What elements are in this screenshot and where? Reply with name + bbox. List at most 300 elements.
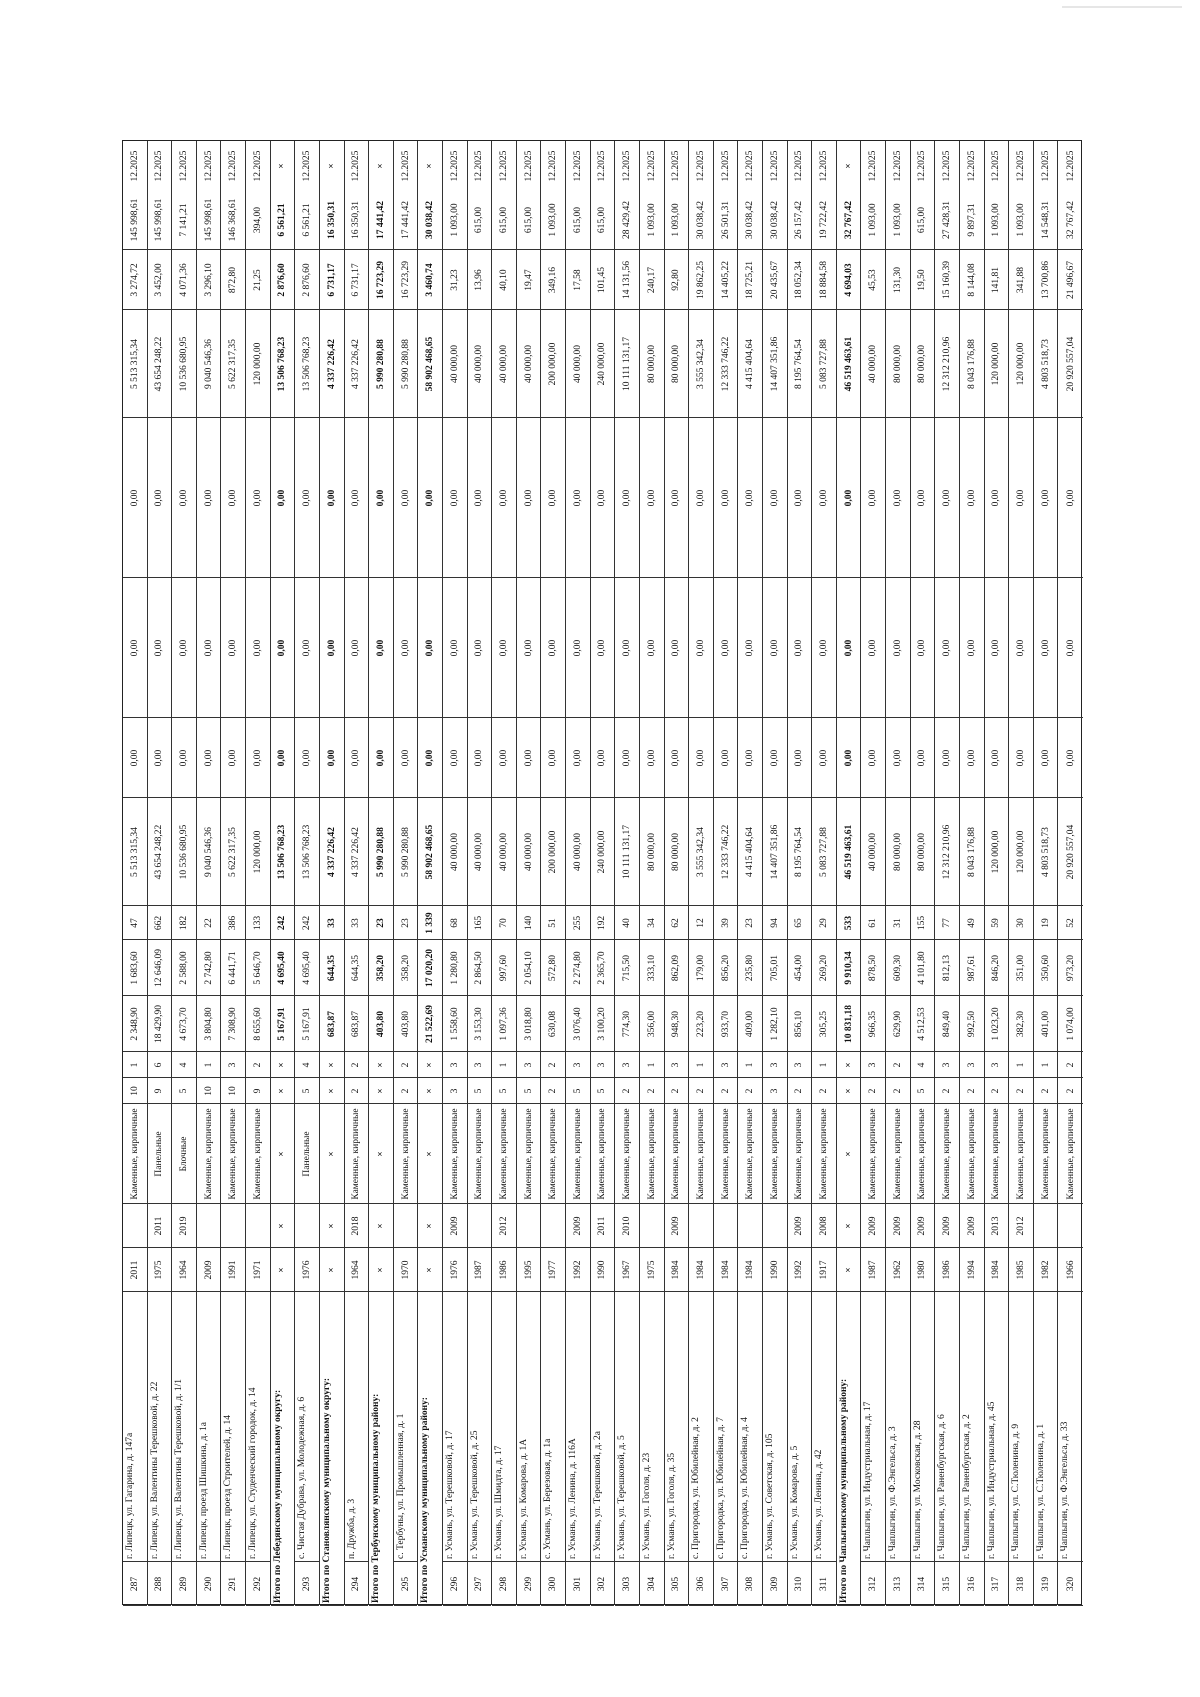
table-cell (148, 250, 172, 310)
table-cell (443, 1052, 467, 1078)
table-cell (665, 1052, 689, 1078)
cell-text: 0,00 (597, 639, 608, 656)
table-cell (517, 1204, 541, 1248)
cell-text: 30 038,42 (769, 200, 780, 239)
cell-text: 1984 (671, 1260, 682, 1279)
cell-text: 3 804,80 (203, 1006, 214, 1041)
table-cell (418, 1292, 442, 1606)
cell-text: 40 000,00 (449, 832, 460, 871)
cell-text: 2 (966, 1088, 977, 1093)
table-cell (886, 578, 910, 718)
scan-edge-mark (1062, 6, 1182, 8)
cell-text: 8 655,60 (252, 1006, 263, 1041)
table-row (197, 141, 222, 1604)
cell-text: 644,35 (326, 954, 337, 981)
cell-text: 17 441,42 (400, 200, 411, 239)
table-cell (689, 940, 713, 996)
table-cell (689, 418, 713, 578)
cell-text: 1991 (228, 1260, 239, 1279)
cell-text: 3 555 342,34 (695, 826, 706, 877)
cell-text: 1975 (154, 1260, 165, 1279)
table-cell (246, 190, 270, 250)
table-cell (911, 190, 935, 250)
table-cell (345, 906, 369, 940)
cell-text: 0,00 (203, 749, 214, 766)
cell-text: 2009 (942, 1216, 953, 1235)
cell-text: 705,01 (769, 954, 780, 981)
cell-text: 306 (695, 1576, 706, 1591)
table-cell (960, 141, 984, 190)
table-cell (615, 996, 639, 1052)
cell-text: 40 000,00 (523, 344, 534, 383)
cell-text: × (277, 1061, 288, 1068)
table-cell (320, 940, 344, 996)
table-cell (591, 310, 615, 418)
table-cell (418, 1052, 442, 1078)
table-cell (418, 250, 442, 310)
cell-text: 165 (474, 915, 485, 930)
cell-text: × (843, 1150, 854, 1157)
cell-text: 683,87 (351, 1010, 362, 1037)
cell-text: 12.2025 (991, 150, 1002, 181)
table-cell (1034, 1292, 1058, 1562)
cell-text: 4 101,80 (917, 950, 928, 985)
cell-text: Каменные, кирпичные (942, 1107, 953, 1200)
cell-text: 18 429,90 (154, 1004, 165, 1043)
cell-text: 0,00 (179, 749, 190, 766)
cell-text: 0,00 (769, 489, 780, 506)
table-cell (418, 1204, 442, 1248)
cell-text: 10 111 131,17 (622, 336, 633, 391)
table-cell (640, 1204, 664, 1248)
table-cell (418, 1248, 442, 1292)
table-cell (295, 190, 319, 250)
cell-text: 101,45 (597, 266, 608, 293)
cell-text: 30 038,42 (745, 200, 756, 239)
cell-text: 3 (720, 1062, 731, 1067)
table-cell (221, 996, 245, 1052)
cell-text: 0,00 (1040, 639, 1051, 656)
table-cell (148, 1562, 172, 1606)
table-cell (123, 1292, 147, 1562)
cell-text: × (277, 1087, 288, 1094)
table-cell (763, 1562, 787, 1606)
cell-text: п. Дружба, д. 3 (346, 1498, 357, 1559)
cell-text: 7 308,90 (228, 1006, 239, 1041)
cell-text: 2 054,10 (523, 950, 534, 985)
cell-text: × (326, 162, 337, 169)
table-row (345, 141, 370, 1604)
cell-text: 17 441,42 (375, 200, 386, 239)
table-cell (443, 718, 467, 798)
cell-text: 0,00 (794, 749, 805, 766)
cell-text: 12.2025 (597, 150, 608, 181)
cell-text: 59 (991, 917, 1002, 928)
cell-text: 1 (203, 1062, 214, 1067)
table-cell (541, 418, 565, 578)
table-cell (320, 418, 344, 578)
cell-text: 1986 (942, 1260, 953, 1279)
cell-text: 1964 (351, 1260, 362, 1279)
cell-text: × (277, 1150, 288, 1157)
cell-text: с. Пригородка, ул. Юбилейная, д. 7 (715, 1417, 726, 1559)
table-cell (788, 996, 812, 1052)
cell-text: г. Усмань, ул. Ленина, д. 116А (568, 1438, 579, 1559)
cell-text: 4 803 518,73 (1040, 826, 1051, 877)
cell-text: 120 000,00 (1015, 830, 1026, 873)
cell-text: 1984 (695, 1260, 706, 1279)
cell-text: 12.2025 (154, 150, 165, 181)
table-cell (689, 996, 713, 1052)
cell-text: × (326, 1061, 337, 1068)
table-cell (886, 1052, 910, 1078)
cell-text: 0,00 (400, 639, 411, 656)
table-cell (812, 798, 836, 906)
table-cell (615, 1292, 639, 1562)
table-cell (689, 718, 713, 798)
cell-text: 320 (1065, 1576, 1076, 1591)
table-cell (148, 718, 172, 798)
table-cell (861, 418, 885, 578)
cell-text: 2 (892, 1062, 903, 1067)
table-cell (911, 250, 935, 310)
cell-text: 0,00 (1015, 489, 1026, 506)
table-cell (172, 190, 196, 250)
table-cell (197, 1248, 221, 1292)
cell-text: 572,80 (548, 954, 559, 981)
table-cell (369, 250, 393, 310)
table-cell (812, 141, 836, 190)
cell-text: 2 (400, 1088, 411, 1093)
table-cell (812, 578, 836, 718)
table-cell (935, 141, 959, 190)
cell-text: 30 038,42 (425, 200, 436, 239)
cell-text: 19,50 (917, 268, 928, 291)
table-cell (763, 578, 787, 718)
cell-text: 2 (622, 1088, 633, 1093)
cell-text: 291 (228, 1576, 239, 1591)
table-cell (812, 1104, 836, 1204)
cell-text: 1 093,00 (1015, 202, 1026, 237)
table-cell (320, 250, 344, 310)
cell-text: 12 (695, 917, 706, 928)
table-cell (295, 250, 319, 310)
table-cell (517, 1292, 541, 1562)
table-cell (640, 1052, 664, 1078)
table-cell (689, 1104, 713, 1204)
table-cell (640, 906, 664, 940)
table-cell (468, 1204, 492, 1248)
table-cell (246, 250, 270, 310)
cell-text: × (277, 1222, 288, 1229)
table-cell (566, 1052, 590, 1078)
cell-text: 80 000,00 (646, 832, 657, 871)
cell-text: 0,00 (769, 749, 780, 766)
table-cell (566, 1078, 590, 1104)
cell-text: Каменные, кирпичные (769, 1107, 780, 1200)
table-cell (837, 418, 861, 578)
cell-text: 3 (228, 1062, 239, 1067)
table-cell (911, 718, 935, 798)
cell-text: 16 350,31 (326, 200, 337, 239)
table-cell (443, 418, 467, 578)
table-cell (517, 996, 541, 1052)
table-cell (591, 1204, 615, 1248)
table-cell (517, 310, 541, 418)
cell-text: 3 296,10 (203, 262, 214, 297)
table-cell (689, 250, 713, 310)
table-cell (271, 996, 295, 1052)
table-cell (812, 1204, 836, 1248)
cell-text: 9 910,34 (843, 950, 854, 985)
cell-text: 0,00 (449, 749, 460, 766)
table-cell (197, 310, 221, 418)
table-cell (763, 940, 787, 996)
table-cell (788, 940, 812, 996)
cell-text: 0,00 (966, 639, 977, 656)
table-cell (837, 996, 861, 1052)
cell-text: 31 (892, 917, 903, 928)
cell-text: 3 (622, 1062, 633, 1067)
cell-text: 49 (966, 917, 977, 928)
cell-text: с. Пригородка, ул. Юбилейная, д. 2 (691, 1417, 702, 1559)
cell-text: 133 (252, 915, 263, 930)
table-cell (394, 798, 418, 906)
cell-text: 12.2025 (1040, 150, 1051, 181)
cell-text: 297 (474, 1576, 485, 1591)
table-cell (1009, 718, 1033, 798)
cell-text: 10 536 680,95 (179, 336, 190, 391)
cell-text: 2011 (597, 1216, 608, 1235)
table-cell (714, 1292, 738, 1562)
table-cell (172, 906, 196, 940)
table-cell (935, 1562, 959, 1606)
cell-text: 192 (597, 915, 608, 930)
table-row (1034, 141, 1059, 1604)
table-cell (1034, 1052, 1058, 1078)
table-cell (541, 578, 565, 718)
cell-text: Панельные (154, 1130, 165, 1177)
table-cell (394, 1052, 418, 1078)
table-cell (1034, 418, 1058, 578)
cell-text: 0,00 (720, 639, 731, 656)
cell-text: 862,09 (671, 954, 682, 981)
table-cell (886, 250, 910, 310)
table-cell (911, 940, 935, 996)
cell-text: 3 452,00 (154, 262, 165, 297)
cell-text: 0,00 (548, 639, 559, 656)
table-cell (985, 996, 1009, 1052)
table-cell (714, 718, 738, 798)
cell-text: 18 725,21 (745, 260, 756, 299)
cell-text: 309 (769, 1576, 780, 1591)
cell-text: 0,00 (277, 639, 288, 656)
cell-text: 21 496,67 (1065, 260, 1076, 299)
table-cell (345, 1078, 369, 1104)
table-cell (812, 996, 836, 1052)
cell-text: × (277, 1266, 288, 1273)
table-cell (172, 141, 196, 190)
cell-text: 2012 (1015, 1216, 1026, 1235)
cell-text: 1977 (548, 1260, 559, 1279)
cell-text: 3 (942, 1062, 953, 1067)
table-cell (221, 718, 245, 798)
cell-text: 23 (375, 917, 386, 928)
table-cell (394, 190, 418, 250)
table-cell (271, 718, 295, 798)
cell-text: с. Чистая Дубрава, ул. Молодежная, д. 6 (297, 1396, 308, 1559)
table-cell (517, 906, 541, 940)
table-cell (517, 190, 541, 250)
table-cell (615, 250, 639, 310)
table-cell (566, 1562, 590, 1606)
cell-text: 948,30 (671, 1010, 682, 1037)
table-cell (345, 141, 369, 190)
cell-text: 1962 (892, 1260, 903, 1279)
table-cell (640, 718, 664, 798)
cell-text: 13 506 768,23 (277, 824, 288, 879)
cell-text: 1986 (499, 1260, 510, 1279)
cell-text: 21,25 (252, 268, 263, 291)
table-cell (1058, 418, 1083, 578)
cell-text: 0,00 (326, 749, 337, 766)
table-cell (566, 1248, 590, 1292)
table-cell (1058, 940, 1083, 996)
table-cell (172, 578, 196, 718)
table-cell (369, 1104, 393, 1204)
cell-text: 5 167,91 (277, 1006, 288, 1041)
cell-text: 17 020,20 (425, 948, 436, 987)
table-cell (911, 1248, 935, 1292)
cell-text: 288 (154, 1576, 165, 1591)
cell-text: 12.2025 (819, 150, 830, 181)
cell-text: 2 588,00 (179, 950, 190, 985)
table-cell (394, 940, 418, 996)
table-cell (541, 1052, 565, 1078)
cell-text: 0,00 (966, 749, 977, 766)
cell-text: 1 280,80 (449, 950, 460, 985)
table-cell (665, 996, 689, 1052)
table-cell (985, 1248, 1009, 1292)
table-cell (221, 310, 245, 418)
cell-text: Каменные, кирпичные (1015, 1107, 1026, 1200)
table-cell (1058, 906, 1083, 940)
table-cell (271, 1104, 295, 1204)
table-cell (443, 1292, 467, 1562)
cell-text: 30 (1015, 917, 1026, 928)
cell-text: 4 673,70 (179, 1006, 190, 1041)
table-cell (394, 418, 418, 578)
table-cell (221, 250, 245, 310)
cell-text: 8 043 176,88 (966, 826, 977, 877)
cell-text: 3 153,30 (474, 1006, 485, 1041)
cell-text: 0,00 (892, 749, 903, 766)
table-cell (935, 250, 959, 310)
cell-text: 12 646,09 (154, 948, 165, 987)
table-cell (615, 190, 639, 250)
table-cell (172, 1052, 196, 1078)
table-cell (763, 996, 787, 1052)
table-cell (788, 1104, 812, 1204)
table-cell (394, 718, 418, 798)
cell-text: Итого по Становлянскому муниципальному округу: (321, 1377, 332, 1603)
cell-text: 992,50 (966, 1010, 977, 1037)
cell-text: × (425, 1150, 436, 1157)
table-cell (197, 1204, 221, 1248)
cell-text: 0,00 (1040, 749, 1051, 766)
table-cell (148, 190, 172, 250)
table-cell (172, 1104, 196, 1204)
cell-text: 5 513 315,34 (129, 826, 140, 877)
cell-text: 0,00 (695, 749, 706, 766)
table-cell (714, 190, 738, 250)
table-cell (911, 996, 935, 1052)
cell-text: 812,13 (942, 954, 953, 981)
table-cell (369, 1248, 393, 1292)
cell-text: 10 831,18 (843, 1004, 854, 1043)
cell-text: × (425, 1087, 436, 1094)
table-cell (123, 906, 147, 940)
cell-text: 358,20 (400, 954, 411, 981)
table-cell (271, 418, 295, 578)
cell-text: 2008 (819, 1216, 830, 1235)
table-cell (541, 1292, 565, 1562)
table-cell (566, 1104, 590, 1204)
cell-text: 0,00 (523, 489, 534, 506)
table-cell (492, 1204, 516, 1248)
cell-text: 0,00 (277, 489, 288, 506)
cell-text: 4 694,03 (843, 262, 854, 297)
cell-text: × (326, 1222, 337, 1229)
table-total-row (369, 141, 394, 1604)
cell-text: 0,00 (548, 489, 559, 506)
table-cell (591, 190, 615, 250)
table-cell (615, 1204, 639, 1248)
cell-text: 12.2025 (892, 150, 903, 181)
cell-text: 319 (1040, 1576, 1051, 1591)
cell-text: 3 (991, 1062, 1002, 1067)
table-cell (665, 1204, 689, 1248)
cell-text: 19 (1040, 917, 1051, 928)
cell-text: 120 000,00 (991, 342, 1002, 385)
cell-text: 1 (1040, 1062, 1051, 1067)
cell-text: 9 040 546,36 (203, 338, 214, 389)
table-row (812, 141, 837, 1604)
table-cell (123, 418, 147, 578)
cell-text: 12.2025 (179, 150, 190, 181)
table-cell (812, 1562, 836, 1606)
table-cell (911, 578, 935, 718)
cell-text: 0,00 (252, 749, 263, 766)
cell-text: 12.2025 (769, 150, 780, 181)
table-cell (197, 578, 221, 718)
table-cell (837, 1078, 861, 1104)
cell-text: 80 000,00 (671, 832, 682, 871)
table-cell (689, 1562, 713, 1606)
table-cell (394, 141, 418, 190)
table-cell (369, 798, 393, 906)
table-cell (246, 940, 270, 996)
cell-text: г. Усмань, ул. Терешковой, д. 17 (445, 1430, 455, 1559)
table-cell (197, 1562, 221, 1606)
cell-text: 0,00 (1015, 639, 1026, 656)
table-cell (369, 1204, 393, 1248)
table-cell (689, 798, 713, 906)
cell-text: 0,00 (843, 489, 854, 506)
table-cell (960, 1078, 984, 1104)
cell-text: 403,80 (375, 1010, 386, 1037)
table-cell (689, 1248, 713, 1292)
